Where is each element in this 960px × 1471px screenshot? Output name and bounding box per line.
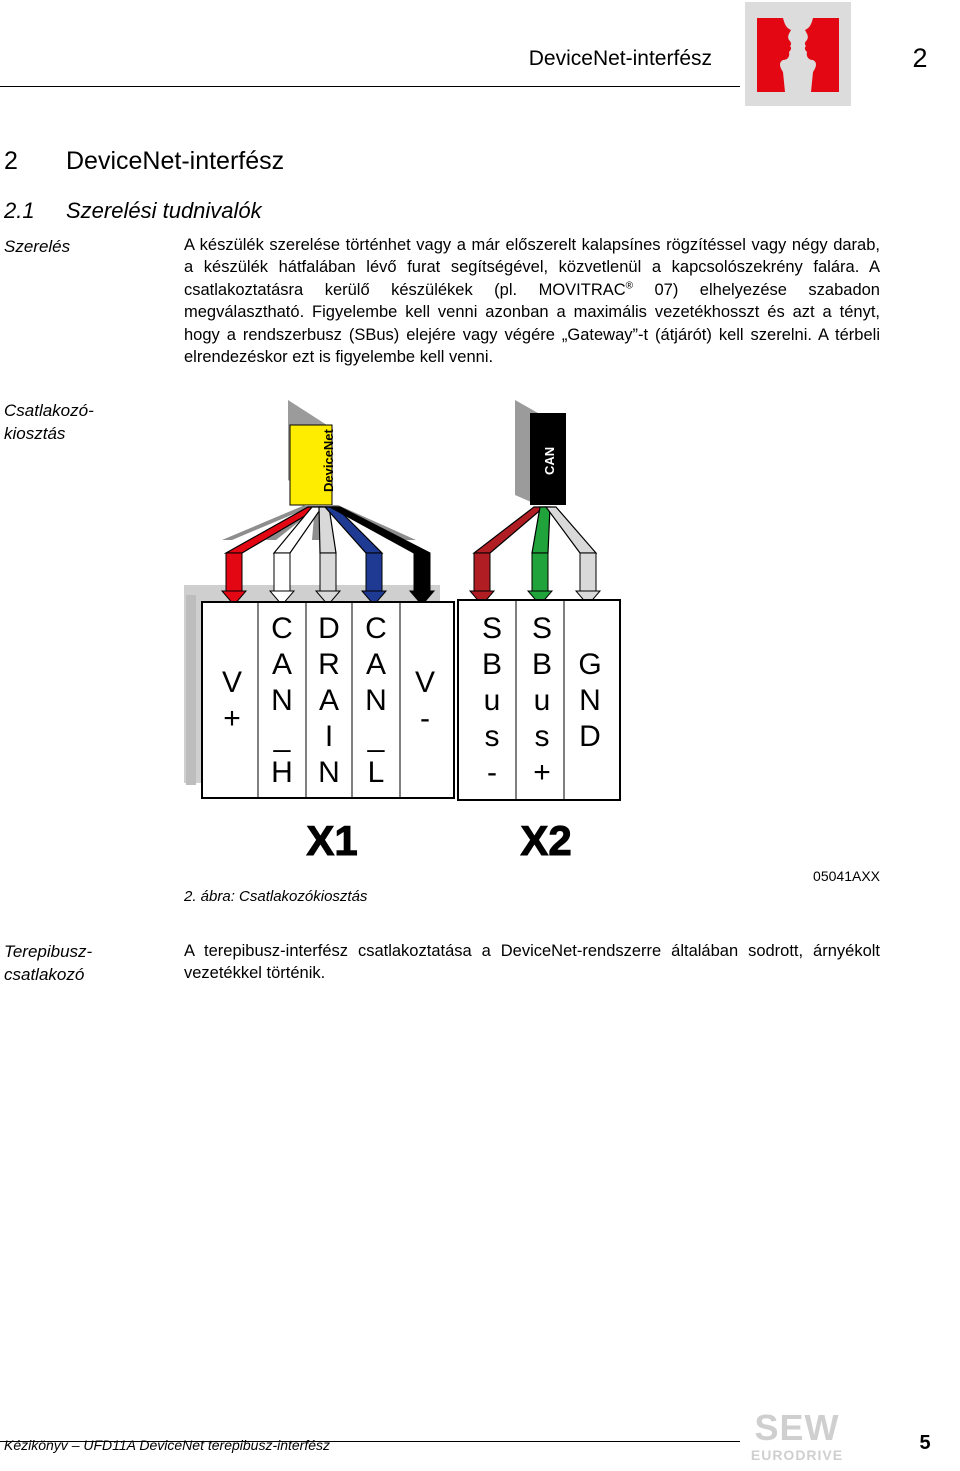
connector-x2-name: X2 bbox=[520, 817, 572, 864]
x2-pin-2-label: + bbox=[533, 756, 551, 789]
figure-caption: 2. ábra: Csatlakozókiosztás bbox=[184, 888, 368, 905]
x1-pin-3-label: I bbox=[324, 720, 334, 753]
side-label-fieldbus-line1: Terepibusz- bbox=[4, 942, 93, 961]
svg-text:SEW: SEW bbox=[754, 1407, 840, 1448]
x1-pin-2-label: _ bbox=[273, 720, 291, 753]
wire-can-l-lead bbox=[366, 553, 382, 593]
wire-sbus-minus-lead bbox=[474, 553, 490, 593]
side-label-mounting: Szerelés bbox=[4, 237, 71, 256]
x2-pin-1-label: u bbox=[483, 684, 501, 717]
x2-pin-3-label: G bbox=[578, 648, 602, 681]
x2-pin-1-label: - bbox=[487, 756, 497, 789]
svg-text:EURODRIVE: EURODRIVE bbox=[750, 1447, 844, 1463]
x1-pin-4-label: _ bbox=[367, 720, 385, 753]
x1-pin-3-label: R bbox=[318, 648, 340, 681]
x2-pin-1-label: S bbox=[481, 612, 503, 645]
mounting-paragraph bbox=[184, 234, 880, 368]
sew-eurodrive-logo bbox=[745, 1406, 850, 1466]
wire-gnd bbox=[546, 507, 596, 553]
x1-pin-2-label: H bbox=[271, 756, 293, 789]
x2-pin-3-label: N bbox=[579, 684, 601, 717]
x1-pin-1-label: V bbox=[221, 666, 243, 699]
x1-pin-3-label: N bbox=[318, 756, 340, 789]
x1-pin-2-label: A bbox=[271, 648, 293, 681]
wire-sbus-plus-lead bbox=[532, 553, 548, 593]
registered-mark: ® bbox=[625, 280, 634, 292]
footer-text: Kézikönyv – UFD11A DeviceNet terepibusz-interfész bbox=[4, 1437, 331, 1453]
x2-pin-1-label: B bbox=[481, 648, 503, 681]
running-header-chapter-number: 2 bbox=[912, 43, 928, 73]
wire-can-h-lead bbox=[274, 553, 290, 593]
connector-x1-name: X1 bbox=[306, 817, 358, 864]
side-label-pinout bbox=[4, 399, 94, 445]
running-header-title: DeviceNet-interfész bbox=[528, 47, 712, 70]
x2-pin-2-label: B bbox=[531, 648, 553, 681]
side-label-fieldbus-line2: csatlakozó bbox=[4, 965, 85, 984]
x1-pin-4-label: L bbox=[367, 756, 385, 789]
heading-2-number: 2.1 bbox=[4, 198, 35, 223]
x1-pin-2-label: N bbox=[271, 684, 293, 717]
x1-pin-3-label: A bbox=[318, 684, 340, 717]
side-label-fieldbus bbox=[4, 940, 92, 986]
x1-pin-5-label: V bbox=[414, 666, 436, 699]
connector-pinout-diagram bbox=[170, 395, 630, 875]
mounting-text-part2: 07) elhelyezése szabadon megválasztható. Figyelembe kell venni azonban a maximális vezetékhosszt és azt a tényt, hogy a rendszerbusz (SBus) elejére vagy végére „Gateway”-t (átjárót) kell szerelni. A térbeli elrendezéskor ezt is figyelembe kell venni. bbox=[184, 280, 880, 367]
x2-pin-1-label: s bbox=[484, 720, 500, 753]
x1-pin-4-label: N bbox=[365, 684, 387, 717]
heading-1-text: DeviceNet-interfész bbox=[66, 147, 285, 175]
wire-gnd-lead bbox=[580, 553, 596, 593]
x1-shadow-edge bbox=[186, 595, 196, 785]
x2-pin-2-label: s bbox=[534, 720, 550, 753]
x1-pin-4-label: C bbox=[365, 612, 387, 645]
side-label-pinout-line1: Csatlakozó- bbox=[4, 401, 94, 420]
wire-drain-lead bbox=[320, 553, 336, 593]
x2-pin-3-label: D bbox=[579, 720, 601, 753]
x1-pin-3-label: D bbox=[318, 612, 340, 645]
x1-pin-2-label: C bbox=[271, 612, 293, 645]
fieldbus-paragraph: A terepibusz-interfész csatlakoztatása a DeviceNet-rendszerre általában sodrott, árnyékolt vezetékkel történik. bbox=[184, 942, 880, 983]
heading-1-number: 2 bbox=[4, 147, 18, 175]
x2-pin-2-label: S bbox=[531, 612, 553, 645]
mounting-text-part1: A készülék szerelése történhet vagy a már előszerelt kalapsínes rögzítéssel vagy négy darab, a készülék hátfalában lévő furat segítségével, közvetlenül a kapcsolószekrény falára. A csatlakoztatásra kerülő készülékek (pl. MOVITRAC bbox=[184, 236, 880, 299]
figure-id: 05041AXX bbox=[813, 868, 880, 884]
x2-pin-2-label: u bbox=[533, 684, 551, 717]
wire-v-plus-lead bbox=[226, 553, 242, 593]
cable-can-label: CAN bbox=[542, 446, 557, 475]
side-label-pinout-line2: kiosztás bbox=[4, 424, 66, 443]
footer-page-number: 5 bbox=[919, 1432, 931, 1454]
chapter-profile-logo bbox=[745, 2, 851, 106]
cable-devicenet-label: DeviceNet bbox=[321, 429, 336, 492]
wire-v-minus-lead bbox=[414, 553, 430, 593]
header-rule bbox=[0, 86, 740, 87]
heading-2-text: Szerelési tudnivalók bbox=[66, 198, 262, 223]
x1-pin-4-label: A bbox=[365, 648, 387, 681]
x1-pin-1-label: + bbox=[223, 702, 241, 735]
x1-pin-5-label: - bbox=[420, 702, 430, 735]
